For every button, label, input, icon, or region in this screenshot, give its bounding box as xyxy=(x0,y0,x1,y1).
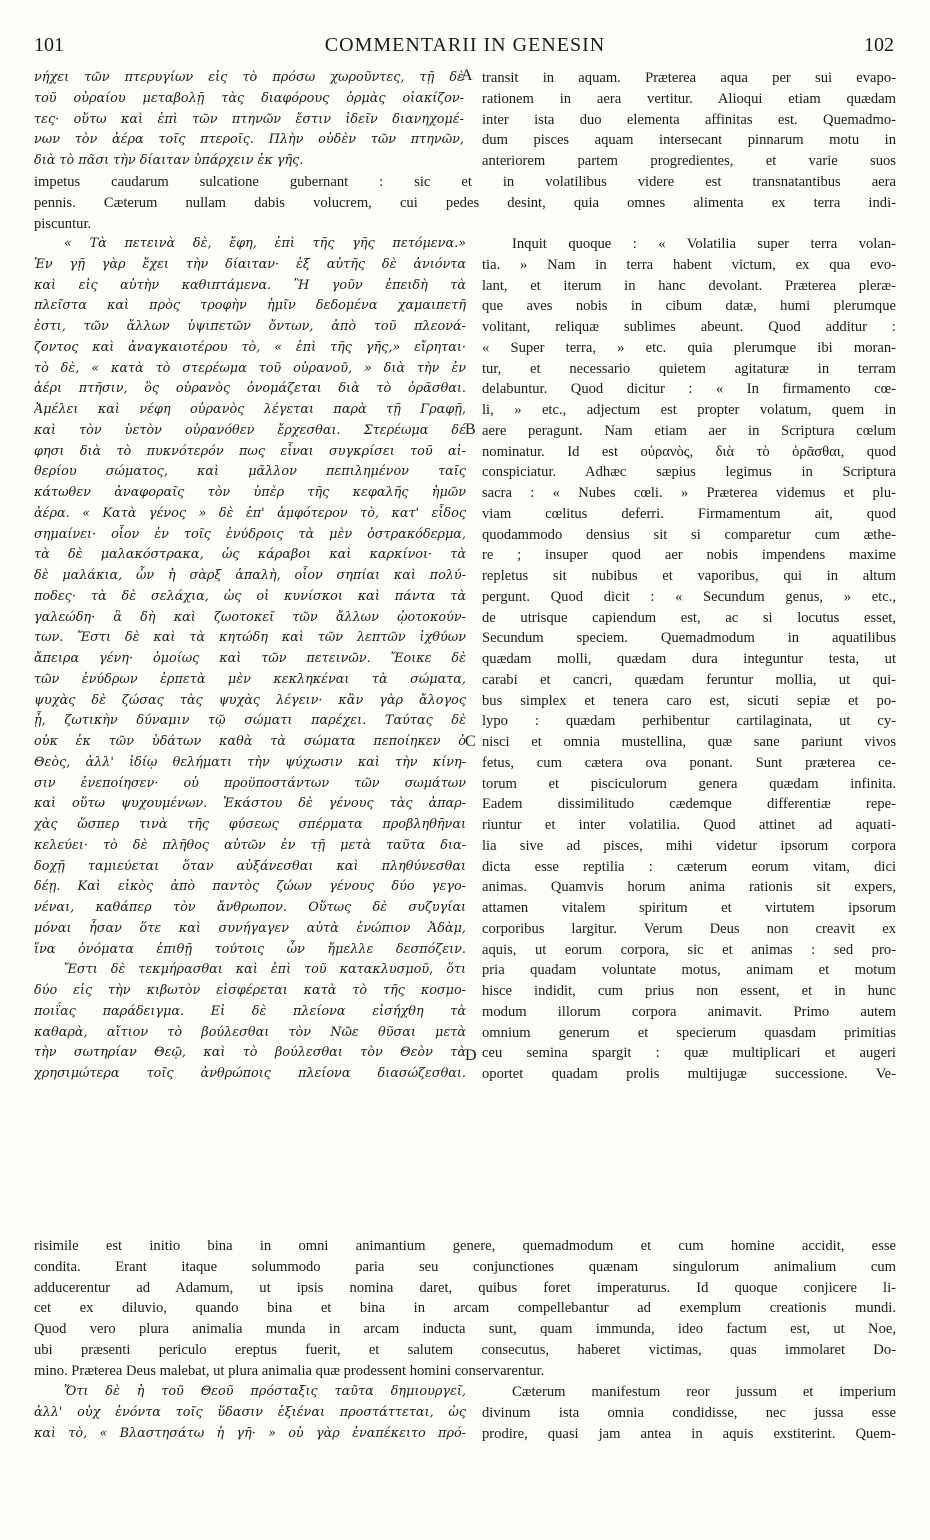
margin-marker-b: B xyxy=(465,421,476,438)
text-line: hisce indidit, cum prius non essent, et in hunc xyxy=(482,983,896,999)
text-line: οὐκ ἐκ τῶν ὑδάτων καθὰ τὰ σώματα πεποίηκεν ὁ xyxy=(34,734,466,749)
text-line: corporibus largitur. Verum Deus non creavit ex xyxy=(482,920,896,937)
text-line: riuntur et inter volatilia. Quod attinet ad aquati- xyxy=(482,817,896,833)
text-line: ἄπειρα γένη· ὁμοίως καὶ τῶν πετεινῶν. Ἔοικε δὲ xyxy=(34,651,466,666)
margin-marker-a: A xyxy=(461,67,473,84)
text-line: δοχῇ ταμιεύεται ὅταν αὐξάνεσθαι καὶ πληθύνεσθαι xyxy=(34,858,466,874)
text-line: nisci et omnia mustellina, quæ sane pariunt vivos xyxy=(482,734,896,750)
text-line: νων τὸν ἀέρα τοῖς πτεροῖς. Πλὴν οὐδὲν τῶν πτηνῶν, xyxy=(34,132,464,148)
text-line: δὲ μαλάκια, ὧν ἡ σὰρξ ἁπαλὴ, οἷον σηπίαι καὶ πολύ- xyxy=(34,568,466,583)
text-line: oportet quadam prolis multijugæ successione. Ve- xyxy=(482,1066,896,1082)
text-line: dicta esse reptilia : cæterum eorum vitam, dici xyxy=(482,858,896,875)
text-line: ποιΐας παράδειγμα. Εἰ δὲ πλείονα εἰσήχθη τὰ xyxy=(34,1003,466,1019)
text-line: τὸ δὲ, « κατὰ τὸ στερέωμα τοῦ οὐρανοῦ, » διὰ τὴν ἐν xyxy=(34,360,466,376)
text-line: Eadem dissimilitudo cædemque differentiæ repe- xyxy=(482,796,896,813)
latin-column-top xyxy=(482,68,896,172)
text-line: Θεὸς, ἀλλ' ἰδίῳ θελήματι τὴν ψύχωσιν καὶ τὴν κίνη- xyxy=(34,754,466,770)
page-header xyxy=(0,0,930,64)
latin-column-main xyxy=(482,234,896,1085)
text-line: τοῦ οὐραίου μεταβολῇ τὰς διαφόρους ὁρμὰς οἰακίζον- xyxy=(34,90,464,106)
text-line: χρησιμώτερα τοῖς ἀνθρώποις πλείονα διασώζεσθαι. xyxy=(34,1066,466,1081)
text-line: « Τὰ πετεινὰ δὲ, ἔφη, ἐπὶ τῆς γῆς πετόμενα.» xyxy=(64,236,466,251)
text-line: lia sive ad pisces, mihi videtur ipsorum corpora xyxy=(482,837,896,854)
running-title: COMMENTARII IN GENESIN xyxy=(324,34,606,56)
text-line: dum pisces aquam intersecant pinnarum motu in xyxy=(482,132,896,149)
text-line: li, » etc., adjectum est propter volatum, quem in xyxy=(482,402,896,418)
text-line: τὰ δὲ μαλακόστρακα, ὡς κάραβοι καὶ καρκίνοι· τὰ xyxy=(34,547,466,563)
text-line: lypo : quædam perhibentur cartilaginata, ut cy- xyxy=(482,713,896,730)
text-line: divinum ista omnia condidisse, nec jussa esse xyxy=(482,1404,896,1421)
text-line: aere peragunt. Nam etiam aer in Scriptura cœlum xyxy=(482,422,896,439)
text-line: animas. Quamvis horum anima rationis sit expers, xyxy=(482,879,896,896)
greek-column-bottom xyxy=(34,1382,466,1444)
greek-column-top xyxy=(34,68,464,172)
text-line: repletus sit nubibus et vaporibus, qui in altum xyxy=(482,568,896,584)
text-line: tur, et necessario quietem agitaturæ in terram xyxy=(482,360,896,377)
text-line: κελεύει· τὸ δὲ πλῆθος αὐτῶν ἐν τῇ μετὰ ταῦτα δια- xyxy=(34,837,466,853)
text-line: θερίου σώματος, καὶ μᾶλλον πεπιλημένον ταῖς xyxy=(34,464,466,480)
text-line: quodammodo densius sit si comparetur cum æthe- xyxy=(482,526,896,543)
page-number-right: 102 xyxy=(864,34,894,56)
text-line: ποδες· τὰ δὲ σελάχια, ὡς οἱ κυνίσκοι καὶ πάντα τὰ xyxy=(34,588,466,604)
text-line: μόναι ἦσαν ὅτε καὶ συνήγαγεν αὐτὰ ἐνώπιον Ἀδὰμ, xyxy=(34,920,466,936)
text-line: ἀέρι πτῆσιν, ὃς οὐρανὸς ὀνομάζεται διὰ τὸ ὁρᾶσθαι. xyxy=(34,381,466,397)
text-line: viam cœlitus deferri. Firmamentum ait, quod xyxy=(482,505,896,522)
text-line: de utrisque capiendum est, ac si locutus esset, xyxy=(482,609,896,626)
text-line: Ἀμέλει καὶ νέφη οὐρανὸς λέγεται παρὰ τῇ Γραφῇ, xyxy=(34,402,466,417)
latin-full-width-bottom xyxy=(34,1236,896,1381)
text-line: ᾖ, ζωτικὴν δύναμιν τῷ σώματι παρέχει. Ταύτας δὲ xyxy=(34,713,466,729)
text-line: πλεῖστα καὶ πρὸς τροφὴν ἡμῖν δεδομένα χαμαιπετῆ xyxy=(34,298,466,314)
text-line: καὶ τὸ, « Βλαστησάτω ἡ γῆ· » οὐ γὰρ ἐναπέκειτο πρό- xyxy=(34,1425,466,1441)
text-line: tia. » Nam in terra habent victum, ex qua evo- xyxy=(482,256,896,273)
text-line: piscuntur. xyxy=(34,215,92,232)
margin-marker-c: C xyxy=(465,733,476,750)
page-number: 101 xyxy=(34,34,64,56)
text-line: conspiciatur. Adhæc sæpius legimus in Scriptura xyxy=(482,464,896,481)
text-line: ἀλλ' οὐχ ἐνόντα τοῖς ὕδασιν ἐξιέναι προστάττεται, ὡς xyxy=(34,1404,466,1420)
text-line: nominatur. Id est οὐρανὸς, διὰ τὸ ὁρᾶσθαι, quod xyxy=(482,443,896,460)
text-line: νέναι, καθάπερ τὸν ἄνθρωπον. Οὕτως δὲ συζυγίαι xyxy=(34,900,466,915)
text-line: ceu semina spargit : quæ multiplicari et augeri xyxy=(482,1045,896,1062)
text-line: anteriorem partem progredientes, et varie suos xyxy=(482,153,896,169)
text-line: re ; insuper quod aer nobis impendens maxime xyxy=(482,547,896,564)
text-line: καὶ εἰς αὐτὴν καθιπτάμενα. Ἢ γοῦν ἐπειδὴ τὰ xyxy=(34,277,466,293)
text-line: τὴν σωτηρίαν Θεῷ, καὶ τὸ βούλεσθαι τὸν Θεὸν τὰ xyxy=(34,1045,466,1061)
text-line: σιν ἐνεποίησεν· οὐ προϋποστάντων τῶν σωμάτων xyxy=(34,775,466,791)
margin-marker-d: D xyxy=(465,1047,477,1064)
text-line: Ἐν γῇ γὰρ ἔχει τὴν δίαιταν· ἐξ αὐτῆς δὲ ἀνιόντα xyxy=(34,256,466,272)
text-line: transit in aquam. Præterea aqua per sui evapo- xyxy=(482,70,896,86)
greek-column-main xyxy=(34,234,466,1085)
text-line: inter ista duo elementa affinitas est. Quemadmo- xyxy=(482,111,896,128)
text-line: Secundum speciem. Quemadmodum in aquatilibus xyxy=(482,630,896,647)
text-line: Ἔστι δὲ τεκμήρασθαι καὶ ἐπὶ τοῦ κατακλυσμοῦ, ὅτι xyxy=(64,962,466,978)
text-line: ἵνα ὀνόματα ἐπιθῇ τούτοις ὧν ἤμελλε δεσπόζειν. xyxy=(34,941,466,957)
text-line: volitant, reliquæ sublimes abeunt. Quod additur : xyxy=(482,319,896,335)
text-line: δύο εἰς τὴν κιβωτὸν εἰσφέρεται κατὰ τὸ τῆς κοσμο- xyxy=(34,983,466,998)
text-line: fetus, cum cætera ova ponant. Sunt præterea ce- xyxy=(482,754,896,771)
text-line: lant, et iterum in hanc devolant. Præterea pleræ- xyxy=(482,277,896,294)
text-line: delabuntur. Quod dicitur : « In firmamento cœ- xyxy=(482,381,896,398)
text-line: rationem in aera vertitur. Alioqui etiam quædam xyxy=(482,90,896,107)
text-line: sacra : « Nubes cœli. » Præterea videmus et plu- xyxy=(482,485,896,501)
text-line: adducerentur ad Adamum, ut ipsis nomina daret, quibus foret imperaturus. Id quoque conjicere li- xyxy=(34,1279,896,1296)
text-line: cet ex diluvio, quando bina et bina in arcam compellebantur ad exemplum creationis mundi. xyxy=(34,1300,896,1317)
text-line: καὶ τὸν ὑετὸν οὐρανόθεν ἔρχεσθαι. Στερέωμα δέ xyxy=(34,422,466,438)
text-line: attamen vitalem spiritum et virtutem ipsorum xyxy=(482,900,896,916)
text-line: χὰς ὥσπερ τινὰ τῆς φύσεως σπέρματα προβληθῆναι xyxy=(34,817,466,832)
text-line: διὰ τὸ πᾶσι τὴν δίαιταν ὑπάρχειν ἐκ γῆς. xyxy=(34,153,304,168)
latin-full-width-top xyxy=(34,172,896,234)
text-line: τῶν ἐνύδρων ἑρπετὰ μὲν κεκληκέναι τὰ σώματα, xyxy=(34,671,466,687)
text-line: γαλεώδη· ἃ δὴ καὶ ζωοτοκεῖ τῶν ἄλλων ᾠοτοκούν- xyxy=(34,609,466,625)
text-line: carabi et cancri, quædam feruntur mollia, ut qui- xyxy=(482,671,896,688)
text-line: torum et pisciculorum genera quædam infinita. xyxy=(482,775,896,792)
text-line: τες· οὕτω καὶ ἐπὶ τῶν πτηνῶν ἔστιν ἰδεῖν διανηχομέ- xyxy=(34,111,464,127)
text-line: modum illorum corpora animavit. Primo autem xyxy=(482,1003,896,1020)
text-line: prodire, quasi jam antea in aquis exstiterint. Quem- xyxy=(482,1425,896,1442)
text-line: risimile est initio bina in omni animantium genere, quemadmodum et cum homine accidit, esse xyxy=(34,1238,896,1254)
text-line: aquis, ut eorum corpora, sic et animas : sed pro- xyxy=(482,941,896,958)
text-line: Cæterum manifestum reor jussum et imperium xyxy=(512,1384,896,1400)
text-line: condita. Erant itaque solummodo paria seu conjunctiones quænam singulorum animalium cum xyxy=(34,1258,896,1275)
text-line: mino. Præterea Deus malebat, ut plura animalia quæ prodessent homini conservarentur. xyxy=(34,1362,545,1379)
text-line: ζοντος καὶ ἀναγκαιοτέρου τὸ, « ἐπὶ τῆς γῆς,» εἴρηται· xyxy=(34,339,466,355)
text-line: ἀέρα. « Κατὰ γένος » δὲ ἐπ' ἀμφότερον τὸ, κατ' εἶδος xyxy=(34,505,466,521)
text-line: Ὅτι δὲ ἡ τοῦ Θεοῦ πρόσταξις ταῦτα δημιουργεῖ, xyxy=(64,1384,466,1399)
text-line: pennis. Cæterum nullam dabis volucrem, cui pedes desint, quia omnes alimenta ex terra indi- xyxy=(34,194,896,211)
latin-column-bottom xyxy=(482,1382,896,1444)
text-line: que aves nobis in cibum datæ, humi plerumque xyxy=(482,298,896,315)
text-line: νήχει τῶν πτερυγίων εἰς τὸ πρόσω χωροῦντες, τῇ δὲ xyxy=(34,70,464,85)
text-line: quædam molli, quædam dura integuntur testa, ut xyxy=(482,651,896,667)
text-line: σημαίνει· οἷον ἐν τοῖς ἐνύδροις τὰ μὲν ὀστρακόδερμα, xyxy=(34,526,466,542)
text-line: καθαρὰ, αἴτιον τὸ βούλεσθαι τὸν Νῶε θῦσαι μετὰ xyxy=(34,1024,466,1040)
text-line: impetus caudarum sulcatione gubernant : sic et in volatilibus videre est transnatantibus aera xyxy=(34,174,896,190)
text-line: κάτωθεν ἀναφοραῖς τὸν ὑπὲρ τῆς κεφαλῆς ἡμῶν xyxy=(34,485,466,500)
text-line: δέῃ. Καὶ εἰκὸς ἀπὸ παντὸς ζώων γένους δύο γεγο- xyxy=(34,879,466,895)
text-line: bus simplex et tenera caro est, sicuti sepiæ et po- xyxy=(482,692,896,709)
text-line: pergunt. Quod dicit : « Secundum genus, » etc., xyxy=(482,588,896,605)
text-line: Inquit quoque : « Volatilia super terra volan- xyxy=(512,236,896,252)
text-line: ψυχὰς δὲ ζώσας τὰς ψυχὰς λέγειν· κἂν γὰρ ἄλογος xyxy=(34,692,466,708)
text-line: omnium generum et specierum quasdam primitias xyxy=(482,1024,896,1041)
text-line: ἐστι, τῶν ἄλλων ὑψιπετῶν ὄντων, ἀπὸ τοῦ πλεονά- xyxy=(34,319,466,334)
text-line: pria quadam voluntate motus, animam et motum xyxy=(482,962,896,979)
text-line: καὶ οὕτω ψυχουμένων. Ἑκάστου δὲ γένους τὰς ἀπαρ- xyxy=(34,796,466,812)
text-line: των. Ἔστι δὲ καὶ τὰ κητώδη καὶ τῶν λεπτῶν ἰχθύων xyxy=(34,630,466,646)
text-line: « Super terra, » etc. quia plerumque ibi moran- xyxy=(482,339,896,356)
text-line: ubi præsenti periculo ereptus fuerit, et salutem consecutus, haberet victimas, quas immolaret Do- xyxy=(34,1341,896,1358)
text-line: φησι διὰ τὸ πυκνότερόν πως εἶναι συγκρίσει τοῦ αἰ- xyxy=(34,443,466,459)
text-line: Quod vero plura animalia munda in arcam inducta sunt, quam immunda, ideo factum est, ut Noe, xyxy=(34,1321,896,1337)
